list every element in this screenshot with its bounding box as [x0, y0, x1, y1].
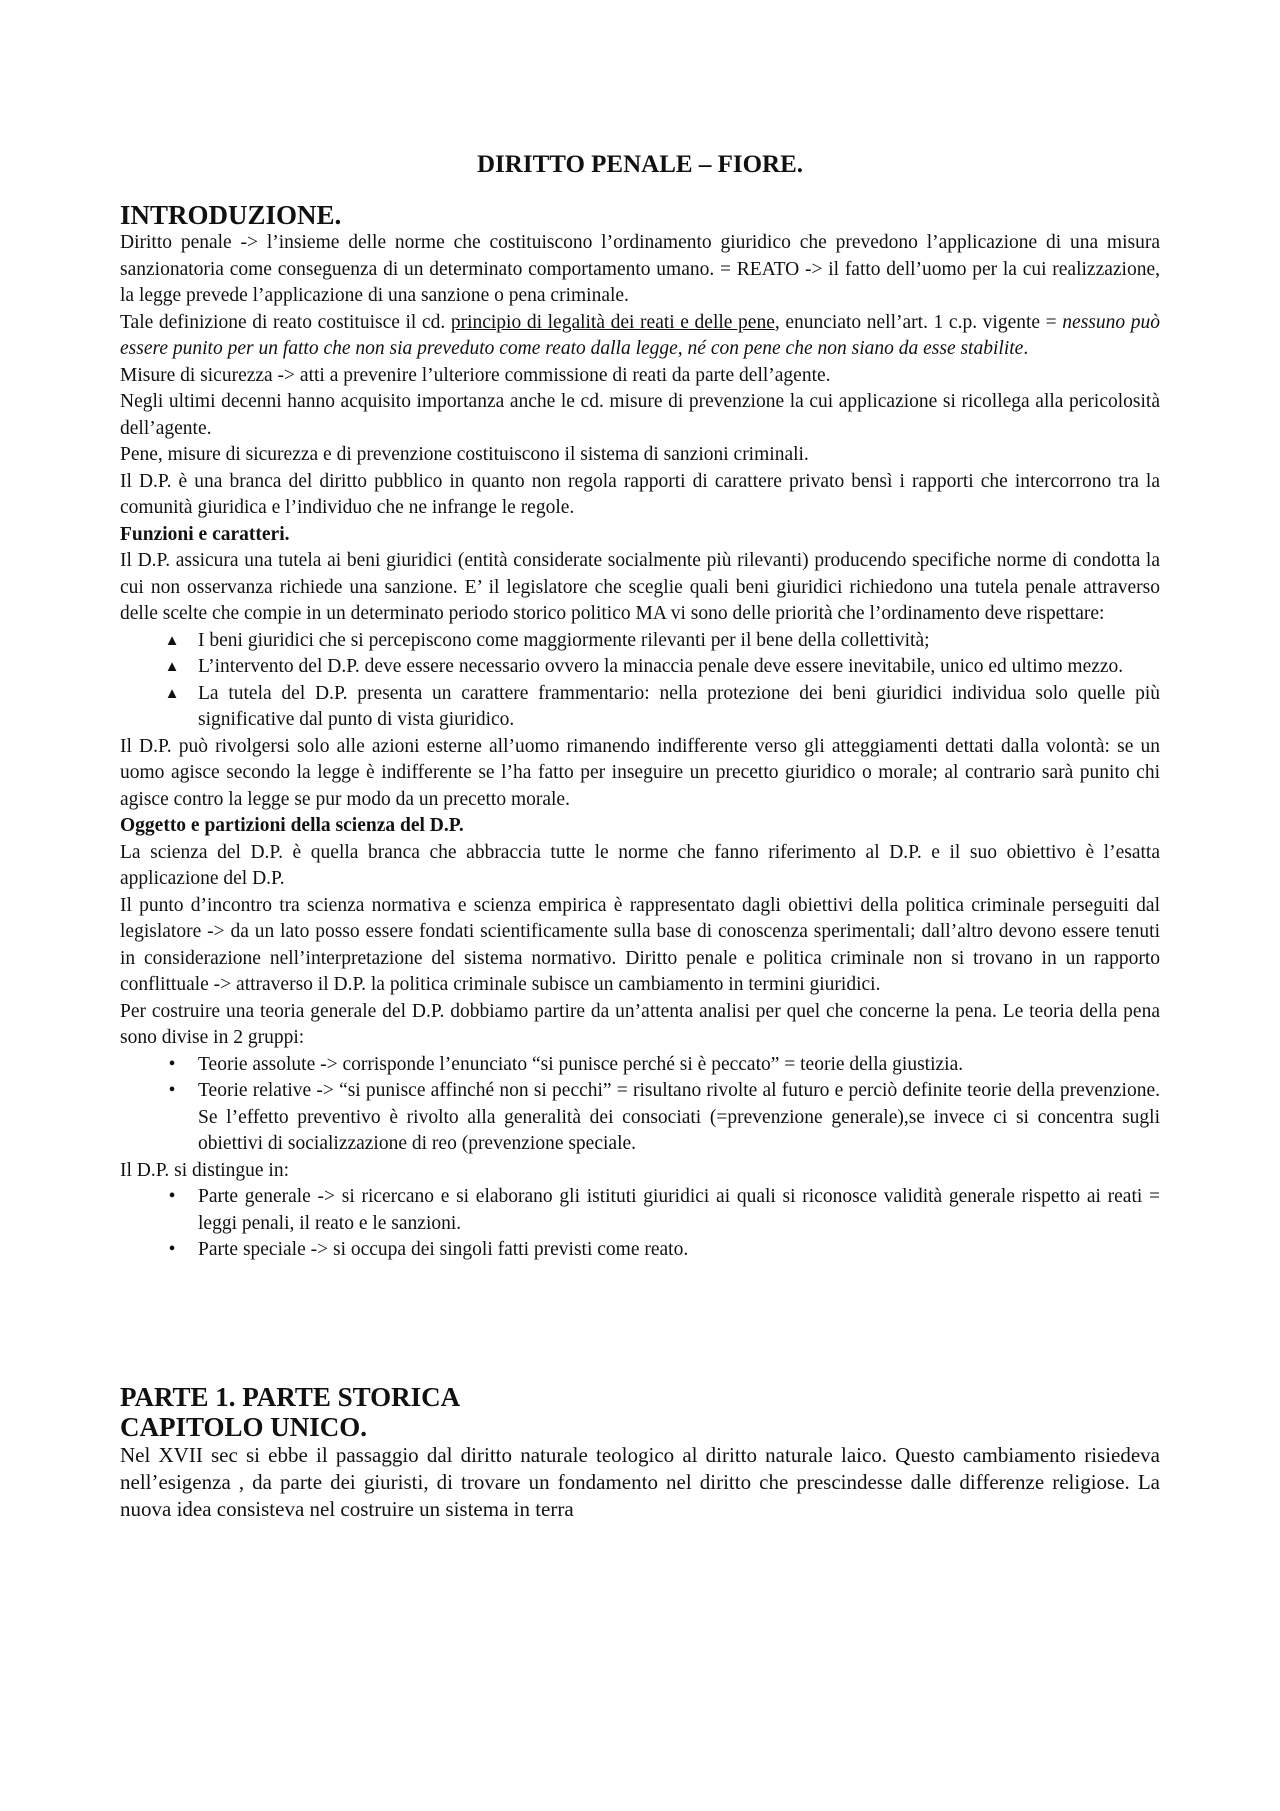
triangle-bullet-icon: ▲ — [164, 685, 180, 702]
heading-capitolo-unico: CAPITOLO UNICO. — [120, 1411, 368, 1442]
paragraph: Il punto d’incontro tra scienza normativa e scienza empirica è rappresentato dagli obiettivi della politica criminale perseguiti dal legislatore -> da un lato posso essere fondati scientificamente sulla base di conoscenza sperimentali; dall’altro devono essere tenuti in considerazione nell’interpretazione del sistema normativo. Diritto penale e politica criminale non si trovano in un rapporto conflittuale -> attraverso il D.P. la politica criminale subisce un cambiamento in termini giuridici. — [120, 894, 1160, 995]
heading-introduzione: INTRODUZIONE. — [120, 200, 342, 230]
triangle-bullet-icon: ▲ — [164, 632, 180, 649]
dot-bullet-icon: • — [168, 1080, 176, 1101]
triangle-bullet-icon: ▲ — [164, 659, 180, 675]
list-item: • Teorie relative -> “si punisce affinché non si pecchi” = risultano rivolte al futuro e perciò definite teorie della prevenzione. Se l’effetto preventivo è rivolto alla generalità dei consociati (=prevenzione generale),se invece ci si concentra sugli obiettivi di socializzazione di reo (prevenzione speciale. — [120, 1078, 1160, 1158]
dot-bullet-icon: • — [168, 1239, 176, 1260]
heading-funzioni: Funzioni e caratteri. — [120, 523, 290, 545]
paragraph: Il D.P. può rivolgersi solo alle azioni esterne all’uomo rimanendo indifferente verso gli atteggiamenti dettati dalla volontà: se un uomo agisce secondo la legge è indifferente se l’ha fatto per inseguire un precetto giuridico o morale; al contrario sarà punito chi agisce contro la legge se pur modo da un precetto morale. — [120, 735, 1160, 810]
paragraph: Tale definizione di reato costituisce il cd. principio di legalità dei reati e delle pene, enunciato nell’art. 1 c.p. vigente = nessuno può essere punito per un fatto che non sia preveduto come reato dalla legge, né con pene che non siano da esse stabilite. — [120, 311, 1160, 359]
triangle-list — [120, 628, 1160, 734]
document-page — [120, 150, 1160, 1523]
dot-list — [120, 1184, 1160, 1264]
list-item: • Parte generale -> si ricercano e si elaborano gli istituti giuridici ai quali si riconosce validità generale rispetto ai reati = leggi penali, il reato e le sanzioni. — [120, 1184, 1160, 1237]
underlined-text: principio di legalità dei reati e delle pene — [450, 311, 775, 333]
paragraph: Il D.P. si distingue in: — [120, 1159, 290, 1181]
heading-oggetto: Oggetto e partizioni della scienza del D.P. — [120, 815, 464, 836]
paragraph: Misure di sicurezza -> atti a prevenire l’ulteriore commissione di reati da parte dell’agente. — [120, 364, 831, 386]
paragraph: La scienza del D.P. è quella branca che abbraccia tutte le norme che fanno riferimento al D.P. e il suo obiettivo è l’esatta applicazione del D.P. — [120, 841, 1160, 889]
list-item: • Teorie assolute -> corrisponde l’enunciato “si punisce perché si è peccato” = teorie della giustizia. — [120, 1052, 1160, 1079]
paragraph: Per costruire una teoria generale del D.P. dobbiamo partire da un’attenta analisi per quel che concerne la pena. Le teoria della pena sono divise in 2 gruppi: — [120, 1000, 1160, 1048]
dot-list — [120, 1052, 1160, 1158]
italic-quote: nessuno può essere punito per un fatto che non sia preveduto come reato dalla legge, né con pene che non siano da esse stabilite — [120, 311, 1160, 359]
list-item: • Parte speciale -> si occupa dei singoli fatti previsti come reato. — [120, 1237, 1160, 1264]
heading-parte-storica: PARTE 1. PARTE STORICA — [120, 1381, 461, 1412]
document-title: DIRITTO PENALE – FIORE. — [477, 151, 803, 178]
section-spacer — [120, 1264, 1160, 1382]
paragraph: Negli ultimi decenni hanno acquisito importanza anche le cd. misure di prevenzione la cui applicazione si ricollega alla pericolosità dell’agente. — [120, 391, 1160, 439]
dot-bullet-icon: • — [168, 1186, 176, 1207]
paragraph: Il D.P. assicura una tutela ai beni giuridici (entità considerate socialmente più rilevanti) producendo specifiche norme di condotta la cui non osservanza richiede una sanzione. E’ il legislatore che sceglie quali beni giuridici richiedono una tutela penale attraverso delle scelte che compie in un determinato periodo storico politico MA vi sono delle priorità che l’ordinamento deve rispettare: — [120, 550, 1160, 624]
list-item: ▲ I beni giuridici che si percepiscono come maggiormente rilevanti per il bene della collettività; — [120, 628, 1160, 655]
dot-bullet-icon: • — [168, 1053, 176, 1075]
paragraph: Diritto penale -> l’insieme delle norme che costituiscono l’ordinamento giuridico che prevedono l’applicazione di una misura sanzionatoria come conseguenza di un determinato comportamento umano. = REATO -> il fatto dell’uomo per la cui realizzazione, la legge prevede l’applicazione di una sanzione o pena criminale. — [120, 232, 1160, 306]
paragraph: Nel XVII sec si ebbe il passaggio dal diritto naturale teologico al diritto naturale laico. Questo cambiamento risiedeva nell’esigenza , da parte dei giuristi, di trovare un fondamento nel diritto che prescindesse dalle differenze religiose. La nuova idea consisteva nel costruire un sistema in terra — [120, 1442, 1160, 1521]
paragraph: Pene, misure di sicurezza e di prevenzione costituiscono il sistema di sanzioni criminali. — [120, 444, 809, 465]
paragraph: Il D.P. è una branca del diritto pubblico in quanto non regola rapporti di carattere privato bensì i rapporti che intercorrono tra la comunità giuridica e l’individuo che ne infrange le regole. — [120, 470, 1160, 518]
list-item: ▲ La tutela del D.P. presenta un carattere frammentario: nella protezione dei beni giuridici individua solo quelle più significative dal punto di vista giuridico. — [120, 681, 1160, 734]
list-item: ▲ L’intervento del D.P. deve essere necessario ovvero la minaccia penale deve essere inevitabile, unico ed ultimo mezzo. — [120, 654, 1160, 681]
